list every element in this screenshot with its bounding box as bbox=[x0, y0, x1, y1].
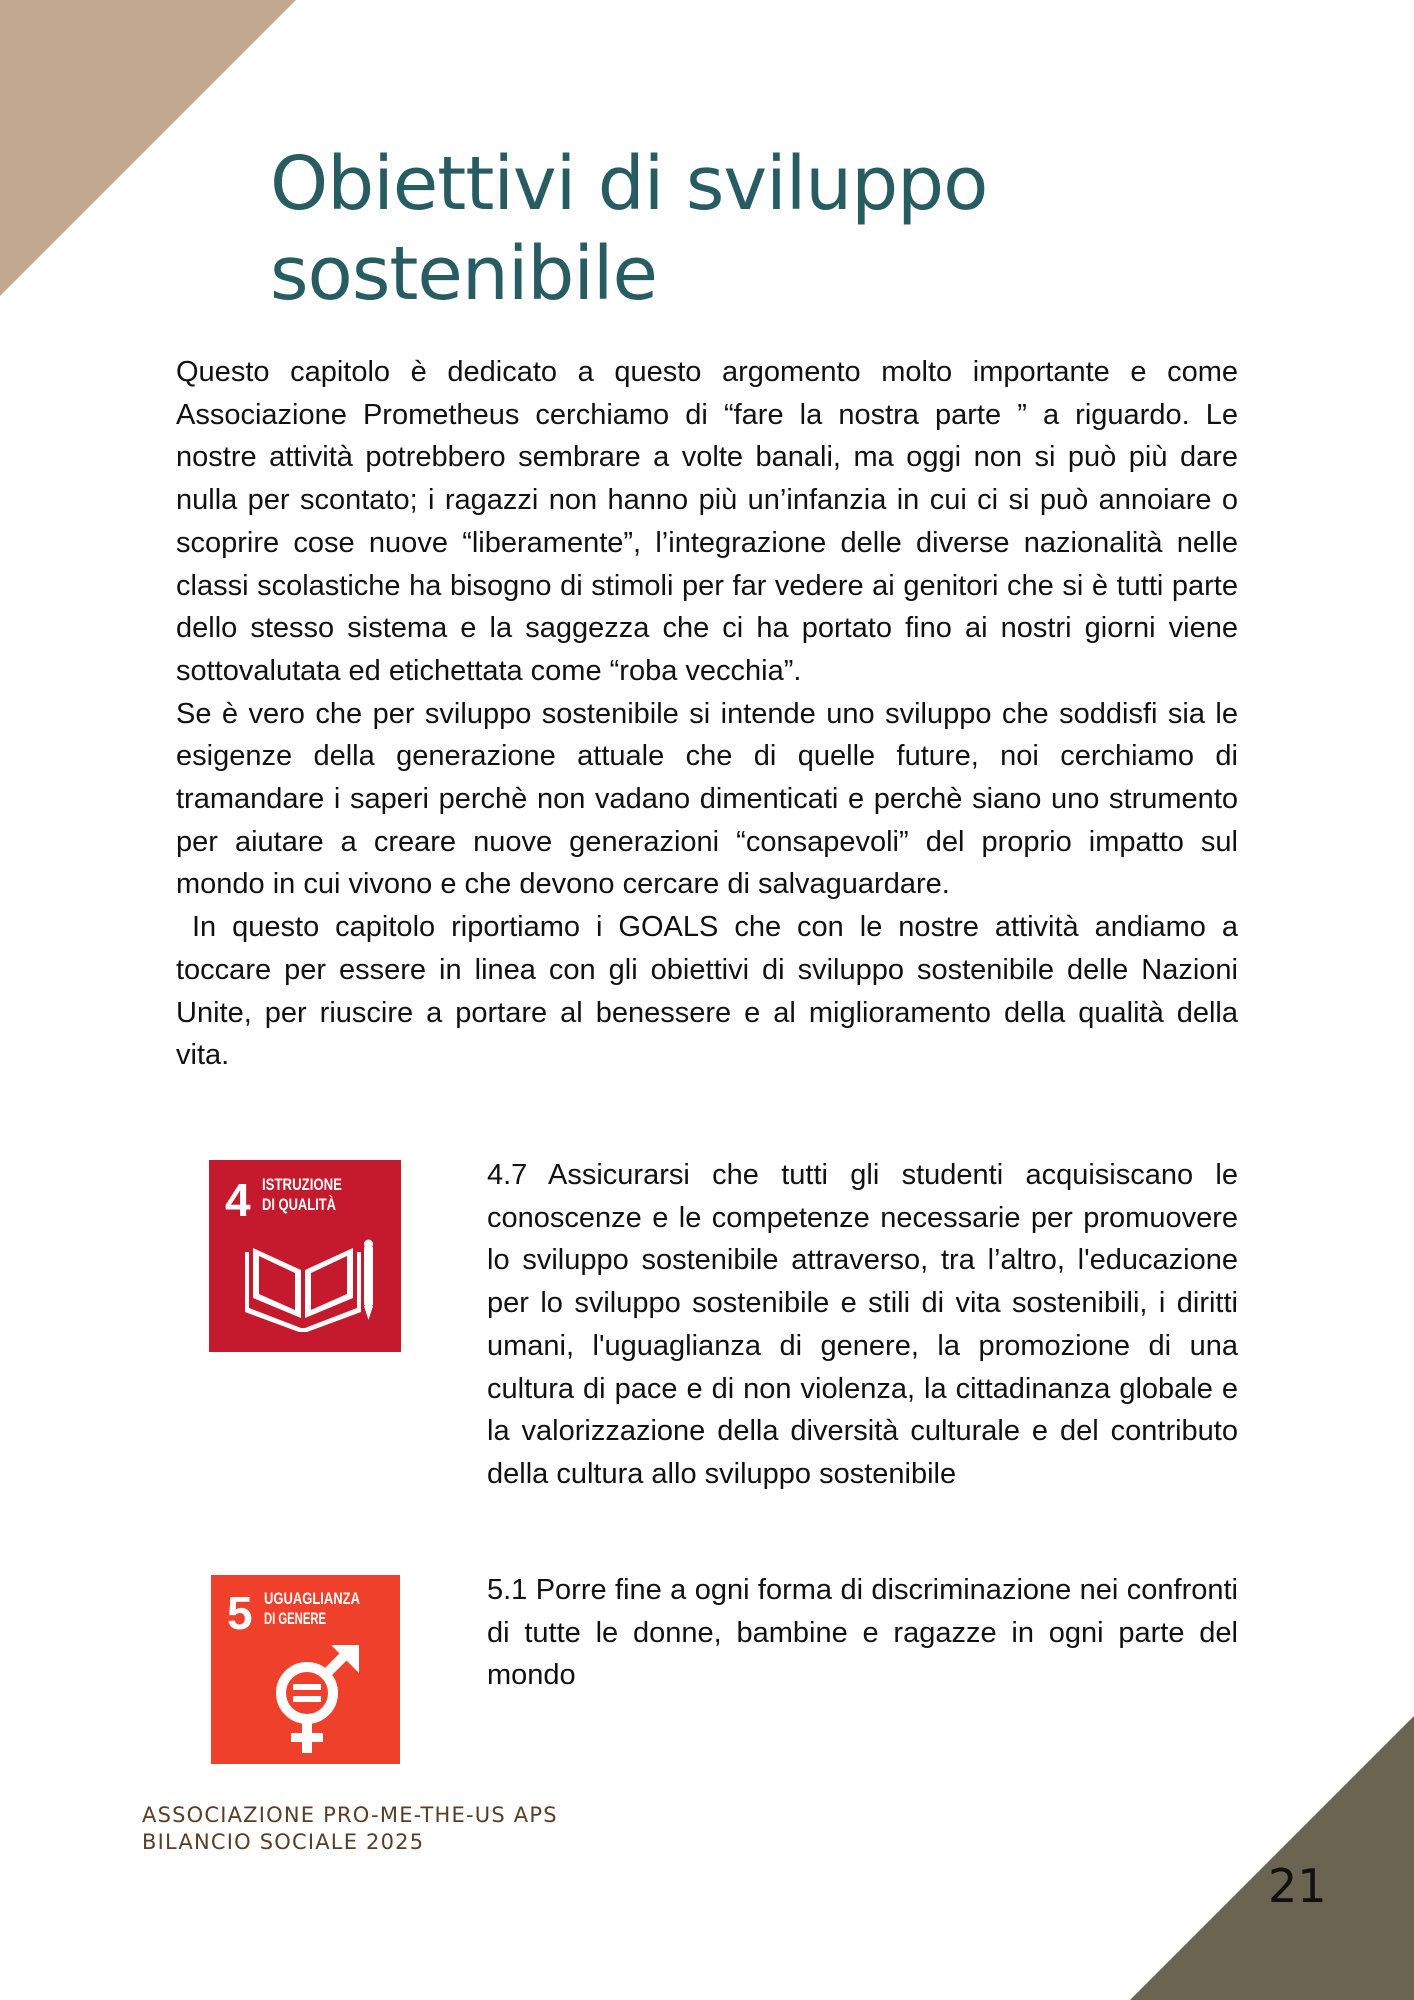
svg-text:5: 5 bbox=[227, 1587, 253, 1639]
sdg-4-quality-education-icon bbox=[209, 1160, 401, 1352]
svg-text:DI QUALITÀ: DI QUALITÀ bbox=[262, 1195, 336, 1214]
intro-text bbox=[176, 351, 1247, 1077]
paragraph: Se è vero che per sviluppo sostenibile si intende uno sviluppo che soddisfi sia le esigenze della generazione attuale che di quelle future, noi cerchiamo di tramandare i saperi perchè non vadano dimenticati e perchè siano uno strumento per aiutare a creare nuove generazioni “consapevoli” del proprio impatto sul mondo in cui vivono e che devono cercare di salvaguardare. bbox=[176, 697, 1238, 901]
paragraph: Questo capitolo è dedicato a questo argomento molto importante e come Associazione Prometheus cerchiamo di “fare la nostra parte ” a riguardo. Le nostre attività potrebbero sembrare a volte banali, ma oggi non si può più dare nulla per scontato; i ragazzi non hanno più un’infanzia in cui ci si può annoiare o scoprire cose nuove “liberamente”, l’integrazione delle diverse nazionalità nelle classi scolastiche ha bisogno di stimoli per far vedere ai genitori che si è tutti parte dello stesso sistema e la saggezza che ci ha portato fino ai nostri giorni viene sottovalutata ed etichettata come “roba vecchia”. bbox=[176, 356, 1238, 687]
sdg-5-gender-equality-icon bbox=[211, 1575, 400, 1764]
page-title bbox=[270, 139, 1170, 319]
paragraph: In questo capitolo riportiamo i GOALS che con le nostre attività andiamo a toccare per essere in linea con gli obiettivi di sviluppo sostenibile delle Nazioni Unite, per riuscire a portare al benessere e al miglioramento della qualità della vita. bbox=[176, 911, 1247, 1072]
svg-text:UGUAGLIANZA: UGUAGLIANZA bbox=[264, 1589, 360, 1608]
goal-4-target-text: 4.7 Assicurarsi che tutti gli studenti acquisiscano le conoscenze e le competenze necessarie per promuovere lo sviluppo sostenibile attraverso, tra l’altro, l'educazione per lo sviluppo sostenibile e stili di vita sostenibili, i diritti umani, l'uguaglianza di genere, la promozione di una cultura di pace e di non violenza, la cittadinanza globale e la valorizzazione della diversità culturale e del contributo della cultura allo sviluppo sostenibile bbox=[487, 1159, 1238, 1490]
footer-organization bbox=[142, 1802, 558, 1856]
top-left-corner-decoration bbox=[0, 0, 296, 296]
goal-5-target-text: 5.1 Porre fine a ogni forma di discriminazione nei confronti di tutte le donne, bambine e ragazze in ogni parte del mondo bbox=[487, 1574, 1238, 1692]
svg-text:4: 4 bbox=[225, 1174, 251, 1226]
page-title-line-2: sostenibile bbox=[270, 231, 658, 317]
svg-text:DI GENERE: DI GENERE bbox=[264, 1609, 326, 1628]
svg-text:ISTRUZIONE: ISTRUZIONE bbox=[262, 1175, 342, 1194]
page-title-line-1: Obiettivi di sviluppo bbox=[270, 141, 988, 227]
footer-report-title: BILANCIO SOCIALE 2025 bbox=[142, 1830, 425, 1854]
footer-org-name: ASSOCIAZIONE PRO-ME-THE-US APS bbox=[142, 1803, 558, 1827]
page-number: 21 bbox=[1268, 1859, 1327, 1913]
